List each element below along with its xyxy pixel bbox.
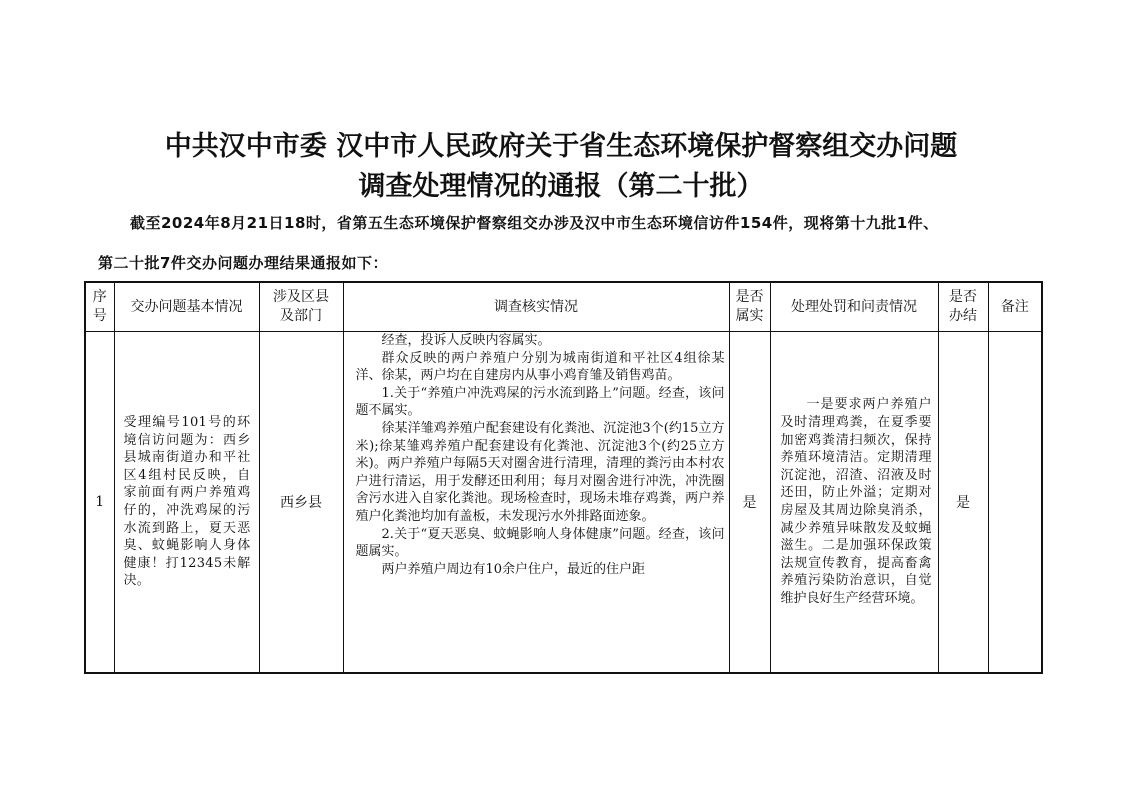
table-header-row xyxy=(85,282,1042,332)
document-title-line-2: 调查处理情况的通报（第二十批） xyxy=(358,171,764,202)
findings-paragraph: 两户养殖户周边有10余户住户，最近的住户距 xyxy=(381,561,646,577)
cell-remarks xyxy=(988,332,1042,674)
cell-handling xyxy=(770,332,938,674)
header-handling: 处理处罚和问责情况 xyxy=(770,282,938,332)
cell-is-closed: 是 xyxy=(938,332,988,674)
findings-text xyxy=(344,332,729,672)
table-row xyxy=(85,332,1042,674)
findings-paragraph: 1.关于“养殖户冲洗鸡屎的污水流到路上”问题。经查，该问题不属实。 xyxy=(355,385,725,419)
findings-paragraph: 群众反映的两户养殖户分别为城南街道和平社区4组徐某洋、徐某，两户均在自建房内从事小鸡育雏及销售鸡苗。 xyxy=(355,350,725,384)
header-seq: 序 号 xyxy=(85,282,114,332)
handling-text xyxy=(771,396,938,607)
header-county: 涉及区县 及部门 xyxy=(259,282,343,332)
header-findings: 调查核实情况 xyxy=(343,282,729,332)
cell-is-true: 是 xyxy=(729,332,770,674)
intro-paragraph-line-1: 截至2024年8月21日18时，省第五生态环境保护督察组交办涉及汉中市生态环境信访件154件，现将第十九批1件、 xyxy=(130,214,939,232)
cell-basic-situation xyxy=(114,332,259,674)
report-table xyxy=(84,281,1043,674)
handling-paragraph: 一是要求两户养殖户及时清理鸡粪，在夏季要加密鸡粪清扫频次，保持养殖环境清洁。定期清理沉淀池，沼渣、沼液及时还田，防止外溢；定期对房屋及其周边除臭消杀，减少养殖异味散发及蚊蝇滋生。二是加强环保政策法规宣传教育，提高畜禽养殖污染防治意识，自觉维护良好生产经营环境。 xyxy=(780,397,932,606)
findings-paragraph: 经查，投诉人反映内容属实。 xyxy=(381,333,551,348)
intro-paragraph-line-2: 第二十批7件交办问题办理结果通报如下： xyxy=(98,254,388,272)
complaint-text: 受理编号101号的环境信访问题为：西乡县城南街道办和平社区4组村民反映，自家前面有两户养殖鸡仔的，冲洗鸡屎的污水流到路上，夏天恶臭、蚊蝇影响人身体健康！打12345未解决。 xyxy=(123,415,251,589)
cell-county: 西乡县 xyxy=(259,332,343,674)
header-remarks: 备注 xyxy=(988,282,1042,332)
document-title-line-1: 中共汉中市委 汉中市人民政府关于省生态环境保护督察组交办问题 xyxy=(164,131,958,162)
findings-paragraph: 2.关于“夏天恶臭、蚊蝇影响人身体健康”问题。经查，该问题属实。 xyxy=(355,526,725,560)
header-is-true: 是否 属实 xyxy=(729,282,770,332)
findings-paragraph: 徐某洋雏鸡养殖户配套建设有化粪池、沉淀池3个(约15立方米);徐某雏鸡养殖户配套建设有化粪池、沉淀池3个(约25立方米)。两户养殖户每隔5天对圈舍进行清理，清理的粪污由本村农户进行清运，用于发酵还田利用；每月对圈舍进行冲洗，冲洗圈舍污水进入自家化粪池。现场检查时，现场未堆存鸡粪，两户养殖户化粪池均加有盖板，未发现污水外排路面迹象。 xyxy=(355,420,725,524)
header-is-closed: 是否 办结 xyxy=(938,282,988,332)
cell-seq: 1 xyxy=(85,332,114,674)
header-basic-situation: 交办问题基本情况 xyxy=(114,282,259,332)
cell-findings xyxy=(343,332,729,674)
